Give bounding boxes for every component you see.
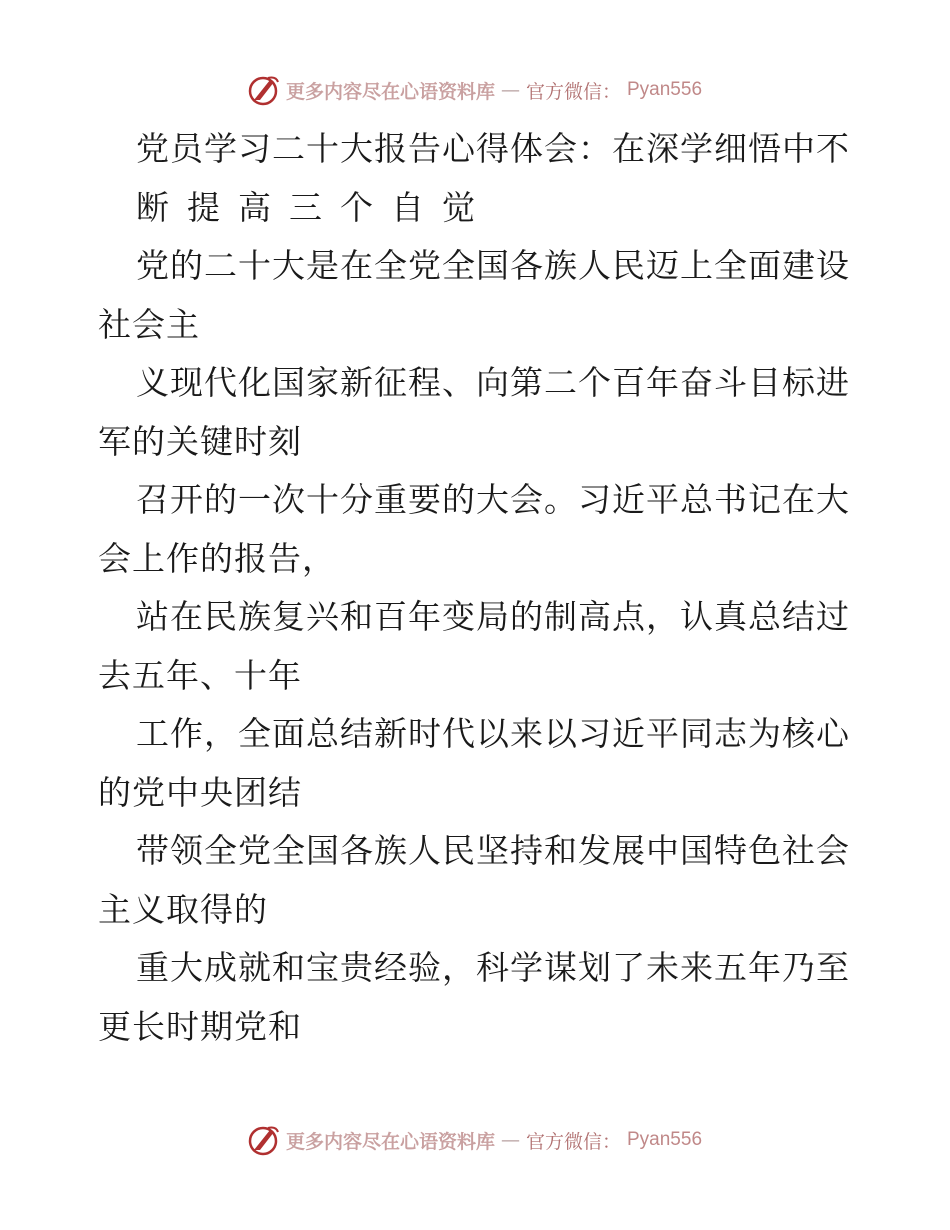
paragraph-line: 召开的一次十分重要的大会。习近平总书记在大 — [136, 480, 850, 519]
document-body — [98, 120, 858, 1056]
paragraph-line: 重大成就和宝贵经验，科学谋划了未来五年乃至 — [136, 948, 850, 987]
paragraph-line: 带领全党全国各族人民坚持和发展中国特色社会 — [136, 831, 850, 870]
header-wechat-id: Pyan556 — [627, 79, 703, 100]
quill-logo-icon — [248, 1124, 280, 1156]
paragraph-line: 党的二十大是在全党全国各族人民迈上全面建设 — [136, 246, 850, 285]
header-banner — [0, 70, 950, 110]
paragraph-line: 更长时期党和 — [98, 1006, 302, 1046]
quill-logo-icon — [248, 74, 280, 106]
paragraph-line: 主义取得的 — [98, 889, 268, 929]
paragraph-line: 军的关键时刻 — [98, 421, 302, 461]
footer-promo-text: 更多内容尽在心语资料库 — [285, 1130, 495, 1153]
paragraph-line: 工作，全面总结新时代以来以习近平同志为核心 — [136, 714, 850, 753]
footer-separator: — — [500, 1129, 520, 1151]
paragraph-line: 去五年、十年 — [98, 655, 302, 695]
document-title-line-1: 党员学习二十大报告心得体会：在深学细悟中不 — [136, 129, 850, 168]
document-title-line-2: 断提高三个自觉 — [136, 187, 493, 227]
footer-wechat-id: Pyan556 — [627, 1129, 703, 1150]
header-promo-text: 更多内容尽在心语资料库 — [285, 80, 495, 103]
paragraph-line: 站在民族复兴和百年变局的制高点，认真总结过 — [136, 597, 850, 636]
header-wechat-label: 官方微信： — [525, 80, 621, 103]
paragraph-line: 义现代化国家新征程、向第二个百年奋斗目标进 — [136, 363, 850, 402]
header-separator: — — [500, 79, 520, 101]
paragraph-line: 的党中央团结 — [98, 772, 302, 812]
paragraph-line: 社会主 — [98, 304, 200, 344]
paragraph-line: 会上作的报告， — [98, 538, 336, 578]
footer-wechat-label: 官方微信： — [525, 1130, 621, 1153]
footer-banner — [0, 1120, 950, 1160]
